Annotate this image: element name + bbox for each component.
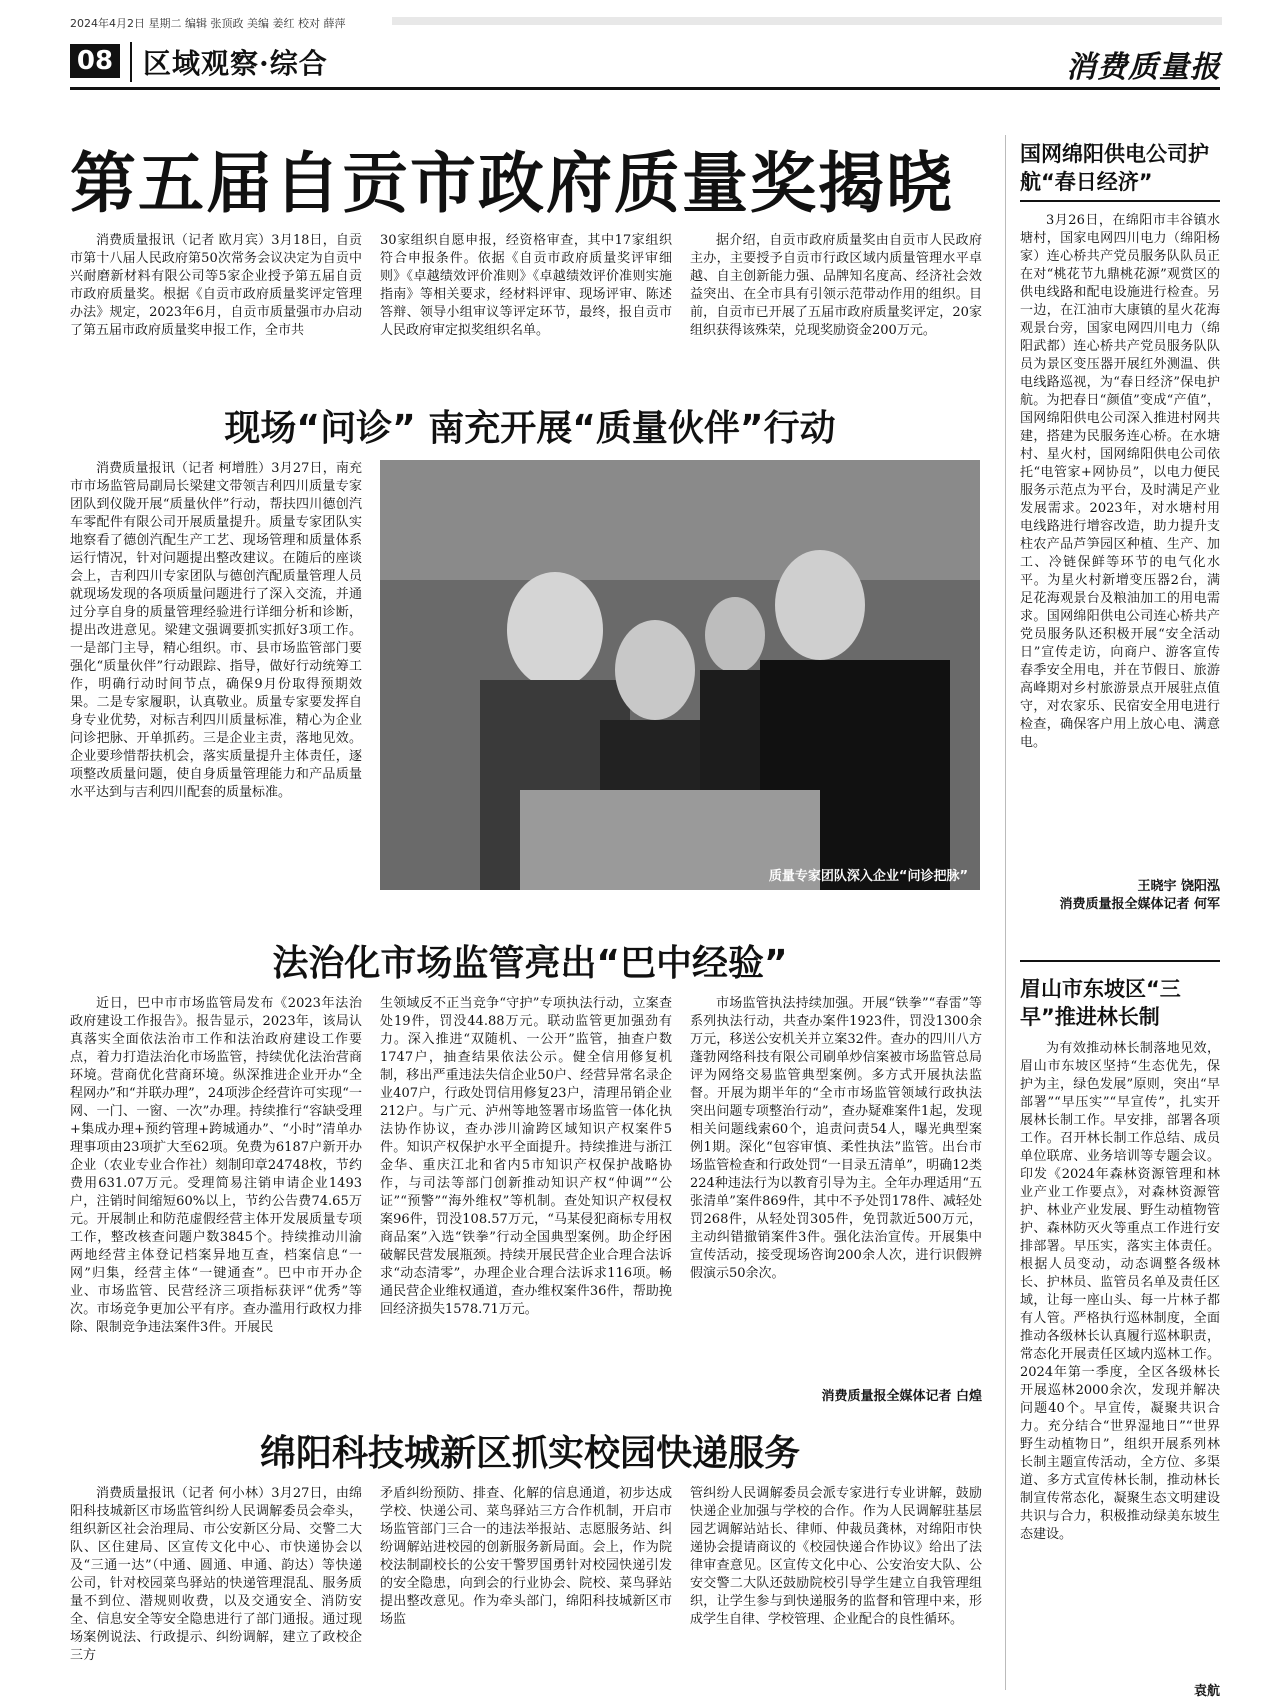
sidebar1-body: 3月26日，在绵阳市丰谷镇水塘村，国家电网四川电力（绵阳杨家）连心桥共产党员服务队队员正在对“桃花节九鼎桃花源”观赏区的供电线路和配电设施进行检查。另一边，在江油市大康镇的星火花海观景台旁，国家电网四川电力（绵阳武都）连心桥共产党员服务队队员为景区变压器开展红外测温、供电线路巡视，为“春日经济”保电护航。为把春日“颜值”变成“产值”，国网绵阳供电公司深入推进村网共建，搭建为民服务连心桥。在水塘村、星火村，国网绵阳供电公司依托“电管家+网协员”，以电力便民服务示范点为平台，及时满足产业发展需求。2023年，对水塘村用电线路进行增容改造，助力提升支柱农产品芦笋园区种植、生产、加工、冷链保鲜等环节的电气化水平。为星火村新增变压器2台，满足花海观景台及粮油加工的用电需求。国网绵阳供电公司连心桥共产党员服务队还积极开展“安全活动日”宣传走访，向商户、游客宣传春季安全用电，并在节假日、旅游高峰期对乡村旅游景点开展驻点值守，对农家乐、民宿安全用电进行检查，确保客户用上放心电、满意电。 [1020,213,1220,750]
article2-photo [380,460,980,890]
page-number: 08 [70,44,120,78]
section-title: 区域观察·综合 [143,47,328,80]
photo-scene [380,460,980,890]
article2-body: 消费质量报讯（记者 柯增胜）3月27日，南充市市场监管局副局长梁建文带领吉利四川质量专家团队到仪陇开展“质量伙伴”行动，帮扶四川德创汽车零配件有限公司开展质量提升。质量专家团队实地察看了德创汽配生产工艺、现场管理和质量体系运行情况，针对问题提出整改建议。在随后的座谈会上，吉利四川专家团队与德创汽配质量管理人员就现场发现的各项质量问题进行了深入交流，并通过分享自身的质量管理经验进行详细分析和诊断，提出改进意见。梁建文强调要抓实抓好3项工作。一是部门主导，精心组织。市、县市场监管部门要强化“质量伙伴”行动跟踪、指导，做好行动统筹工作，明确行动时间节点，确保9月份取得预期效果。二是专家履职，认真敬业。质量专家要发挥自身专业优势，对标吉利四川质量标准，精心为企业问诊把脉、开单抓药。三是企业主责，落地见效。企业要珍惜帮扶机会，落实质量提升主体责任，逐项整改质量问题，使自身质量管理能力和产品质量水平达到与吉利四川配套的质量标准。 [70,461,362,800]
column-divider [1005,135,1006,1690]
article4-col3: 管纠纷人民调解委员会派专家进行专业讲解，鼓励快递企业加强与学校的合作。作为人民调解驻基层园艺调解站站长、律师、仲裁员龚林，对绵阳市快递协会提请商议的《校园快递合作协议》给出了法律审查意见。区宣传文化中心、公安治安大队、公安交警二大队还鼓励院校引导学生建立自我管理组织，让学生参与到快递服务的监督和管理中来，形成学生自律、学校管理、企业配合的良性循环。 [690,1486,982,1627]
article4-headline: 绵阳科技城新区抓实校园快递服务 [259,1433,800,1474]
article3-col3: 市场监管执法持续加强。开展“铁拳”“春雷”等系列执法行动，共查办案件1923件，罚没1300余万元，移送公安机关并立案32件。查办的四川八方蓬勃网络科技有限公司刷单炒信案被市场监管总局评为网络交易监管典型案例。多方式开展执法监督。开展为期半年的“全市市场监管领域行政执法突出问题专项整治行动”，查办疑难案件1起，发现相关问题线索60个，追责问责54人，曝光典型案例1期。深化“包容审慎、柔性执法”监管。出台市场监管检查和行政处罚“一目录五清单”，明确12类224种违法行为以教育引导为主。全年办理适用“五张清单”案件869件，其中不予处罚178件、减轻处罚268件，从轻处罚305件，免罚款近500万元，主动纠错撤销案件3件。强化法治宣传。开展集中宣传活动，接受现场咨询200余人次，进行识假辨假演示50余次。 [690,996,982,1281]
sidebar2-body: 为有效推动林长制落地见效，眉山市东坡区坚持“生态优先，保护为主，绿色发展”原则，突出“早部署”“早压实”“早宣传”，扎实开展林长制工作。早安排，部署各项工作。召开林长制工作总结、成员单位联席、业务培训等专题会议。印发《2024年森林资源管理和林业产业工作要点》，对森林资源管护、林业产业发展、野生动植物管护、森林防灭火等重点工作进行安排部署。早压实，落实主体责任。根据人员变动，动态调整各级林长、护林员、监管员名单及责任区域，让每一座山头、每一片林子都有人管。严格执行巡林制度，全面推动各级林长认真履行巡林职责，常态化开展责任区域内巡林工作。2024年第一季度，全区各级林长开展巡林2000余次，发现并解决问题40个。早宣传，凝聚共识合力。充分结合“世界湿地日”“世界野生动植物日”，组织开展系列林长制主题宣传活动，全方位、多渠道、多方式宣传林长制，推动林长制宣传常态化，凝聚生态文明建设共识与合力，积极推动绿美东坡生态建设。 [1020,1041,1220,1542]
sidebar2-byline: 袁航 [1193,1684,1220,1699]
article4-col1: 消费质量报讯（记者 何小林）3月27日，由绵阳科技城新区市场监管纠纷人民调解委员会牵头，组织新区社会治理局、市公安新区分局、交警二大队、区住建局、区宣传文化中心、市快递协会以及“三通一达”（中通、圆通、申通、韵达）等快递公司，针对校园菜鸟驿站的快递管理混乱、服务质量不到位、潜规则收费，以及交通安全、消防安全、信息安全等安全隐患进行了部门通报。通过现场案例说法、行政提示、纠纷调解，建立了政校企三方 [70,1486,362,1663]
article4-col2: 矛盾纠纷预防、排查、化解的信息通道，初步达成学校、快递公司、菜鸟驿站三方合作机制，开启市场监管部门三合一的违法举报站、志愿服务站、纠纷调解站进校园的创新服务新局面。会上，作为院校法制副校长的公安干警罗国勇针对校园快递引发的安全隐患，向到会的行业协会、院校、菜鸟驿站提出整改意见。作为牵头部门，绵阳科技城新区市场监 [380,1486,672,1627]
sidebar1-headline: 国网绵阳供电公司护航“春日经济” [1020,142,1209,194]
sidebar1-byline-authors: 王晓宇 饶阳泓 [1137,879,1220,894]
issue-meta: 2024年4月2日 星期二 编辑 张顶政 美编 姜红 校对 薛萍 [70,17,346,30]
article2-headline: 现场“问诊” 南充开展“质量伙伴”行动 [224,408,836,449]
article3-headline: 法治化市场监管亮出“巴中经验” [272,943,788,984]
header-rule [70,87,1220,90]
sidebar1-byline-reporter: 消费质量报全媒体记者 何军 [1059,897,1220,912]
section-divider [130,42,132,82]
sidebar1-rule [1020,200,1220,202]
lead-headline: 第五届自贡市政府质量奖揭晓 [70,145,954,222]
header-bar [392,17,1222,25]
article3-col2: 生领域反不正当竞争“守护”专项执法行动，立案查处19件，罚没44.88万元。联动监管更加强劲有力。深入推进“双随机、一公开”监管，抽查户数1747户，抽查结果依法公示。健全信用修复机制，移出严重违法失信企业50户、经营异常名录企业407户，行政处罚信用修复23户，清理吊销企业212户。与广元、泸州等地签署市场监管一体化执法协作协议，查办涉川渝跨区域知识产权案件5件。知识产权保护水平全面提升。持续推进与浙江金华、重庆江北和省内5市知识产权保护战略协作，与司法等部门创新推动知识产权“仲调”“公证”“预警”“海外维权”等机制。查处知识产权侵权案96件，罚没108.57万元，“马某侵犯商标专用权商品案”入选“铁拳”行动全国典型案例。助企纾困破解民营发展瓶颈。持续开展民营企业合理合法诉求“动态清零”，办理企业合理合法诉求116项。畅通民营企业维权通道，查办维权案件36件，帮助挽回经济损失1578.71万元。 [380,996,672,1317]
article3-byline: 消费质量报全媒体记者 白煌 [821,1389,982,1404]
article1-col1: 消费质量报讯（记者 欧月宾）3月18日，自贡市第十八届人民政府第50次常务会议决定为自贡中兴耐磨新材料有限公司等5家企业授予第五届自贡市政府质量奖。根据《自贡市政府质量奖评定管理办法》规定，2023年6月，自贡市质量强市办启动了第五届市政府质量奖申报工作，全市共 [70,233,362,338]
sidebar2-top-rule [1020,960,1220,962]
sidebar2-headline: 眉山市东坡区“三早”推进林长制 [1020,977,1181,1029]
photo-caption: 质量专家团队深入企业“问诊把脉” [768,869,968,884]
article3-col1: 近日，巴中市市场监管局发布《2023年法治政府建设工作报告》。报告显示，2023年，该局认真落实全面依法治市工作和法治政府建设工作要点，着力打造法治化市场监管，持续优化法治营商环境。营商优化营商环境。纵深推进企业开办“全程网办”和“并联办理”，24项涉企经营许可实现“一网、一门、一窗、一次”办理。持续推行“容缺受理+集成办理+预约管理+跨城通办”、“小时”清单办理事项由23项扩大至62项。免费为6187户新开办企业（农业专业合作社）刻制印章24748枚，节约费用631.07万元。受理简易注销申请企业1493户，注销时间缩短60%以上，节约公告费74.65万元。开展制止和防范虚假经营主体开发展质量专项工作，整改核查问题户数3845个。持续推动川渝两地经营主体登记档案异地互查，档案信息“一网”归集，经营主体“一键通查”。巴中市开办企业、市场监管、民营经济三项指标获评“优秀”等次。市场竞争更加公平有序。查办滥用行政权力排除、限制竞争违法案件3件。开展民 [70,996,362,1335]
article1-col3: 据介绍，自贡市政府质量奖由自贡市人民政府主办，主要授予自贡市行政区域内质量管理水平卓越、自主创新能力强、品牌知名度高、经济社会效益突出、在全市具有引领示范带动作用的组织。目前，自贡市已开展了五届市政府质量奖评定，20家组织获得该殊荣，兑现奖励资金200万元。 [690,233,982,338]
newspaper-brand: 消费质量报 [1066,50,1221,85]
article1-col2: 30家组织自愿申报，经资格审查，其中17家组织符合申报条件。依据《自贡市政府质量奖评审细则》《卓越绩效评价准则》《卓越绩效评价准则实施指南》等相关要求，经材料评审、现场评审、陈述答辩、领导小组审议等评定环节，最终，报自贡市人民政府审定拟奖组织名单。 [380,233,672,338]
